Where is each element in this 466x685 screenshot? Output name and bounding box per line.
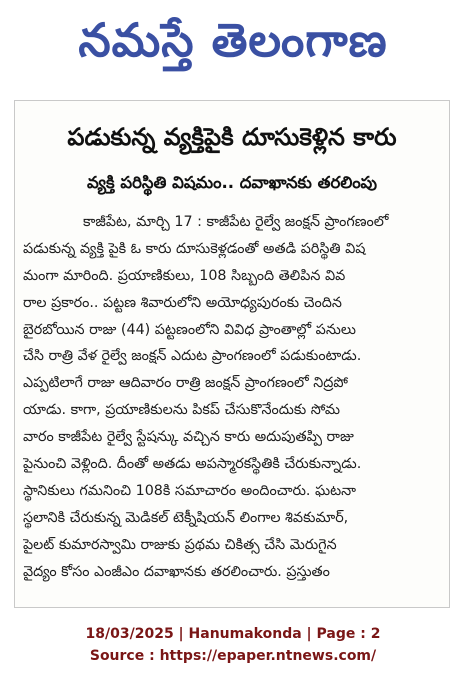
body-line: చేసి రాత్రి వేళ రైల్వే జంక్షన్ ఎదుట ప్రాంగణంలో పడుకుంటాడు. [23, 348, 362, 365]
source-link[interactable]: Source : https://epaper.ntnews.com/ [89, 648, 377, 664]
masthead [0, 0, 466, 92]
newspaper-logo: నమస్తే తెలంగాణ [78, 13, 388, 67]
body-line: పడుకున్న వ్యక్తి పైకి ఓ కారు దూసుకెళ్లడంతో అతడి పరిస్థితి విష [23, 240, 366, 257]
body-line: యాడు. కాగా, ప్రయాణికులను పికప్ చేసుకొనేందుకు సోమ [23, 402, 341, 419]
clipping-footer [0, 623, 466, 667]
body-line: ఎప్పటిలాగే రాజు ఆదివారం రాత్రి జంక్షన్ ప్రాంగణంలో నిద్రపో [23, 375, 348, 392]
date-edition-page: 18/03/2025 | Hanumakonda | Page : 2 [85, 626, 381, 642]
body-line: స్థలానికి చేరుకున్న మెడికల్ టెక్నీషియన్ లింగాల శివకుమార్, [23, 509, 349, 526]
body-line: వైద్యం కోసం ఎంజీఎం దవాఖానకు తరలించారు. ప్రస్తుతం [23, 563, 330, 580]
body-line: మంగా మారింది. ప్రయాణికులు, 108 సిబ్బంది తెలిపిన వివ [23, 267, 346, 284]
body-line: కాజీపేట, మార్చి 17 : కాజీపేట రైల్వే జంక్షన్ ప్రాంగణంలో [83, 214, 389, 230]
article-headline: పడుకున్న వ్యక్తిపైకి దూసుకెళ్లిన కారు [67, 123, 397, 151]
news-clipping [14, 100, 450, 608]
body-line: స్థానికులు గమనించి 108కి సమాచారం అందించారు. ఘటనా [23, 482, 357, 499]
body-line: బైరబోయిన రాజు (44) పట్టణంలోని వివిధ ప్రాంతాల్లో పనులు [23, 321, 356, 338]
body-line: రాల ప్రకారం.. పట్టణ శివారులోని అయోధ్యపురంకు చెందిన [23, 294, 342, 311]
article-body [23, 209, 441, 585]
article-subheadline: వ్యక్తి పరిస్థితి విషమం.. దవాఖానకు తరలింపు [86, 173, 378, 192]
body-line: పైనుంచి వెళ్లింది. దీంతో అతడు అపస్మారకస్థితికి చేరుకున్నాడు. [23, 456, 362, 473]
body-line: పైలట్ కుమారస్వామి రాజుకు ప్రథమ చికిత్స చేసి మెరుగైన [23, 536, 337, 553]
body-line: వారం కాజీపేట రైల్వే స్టేషన్కు వచ్చిన కారు అదుపుతప్పి రాజు [23, 429, 354, 446]
